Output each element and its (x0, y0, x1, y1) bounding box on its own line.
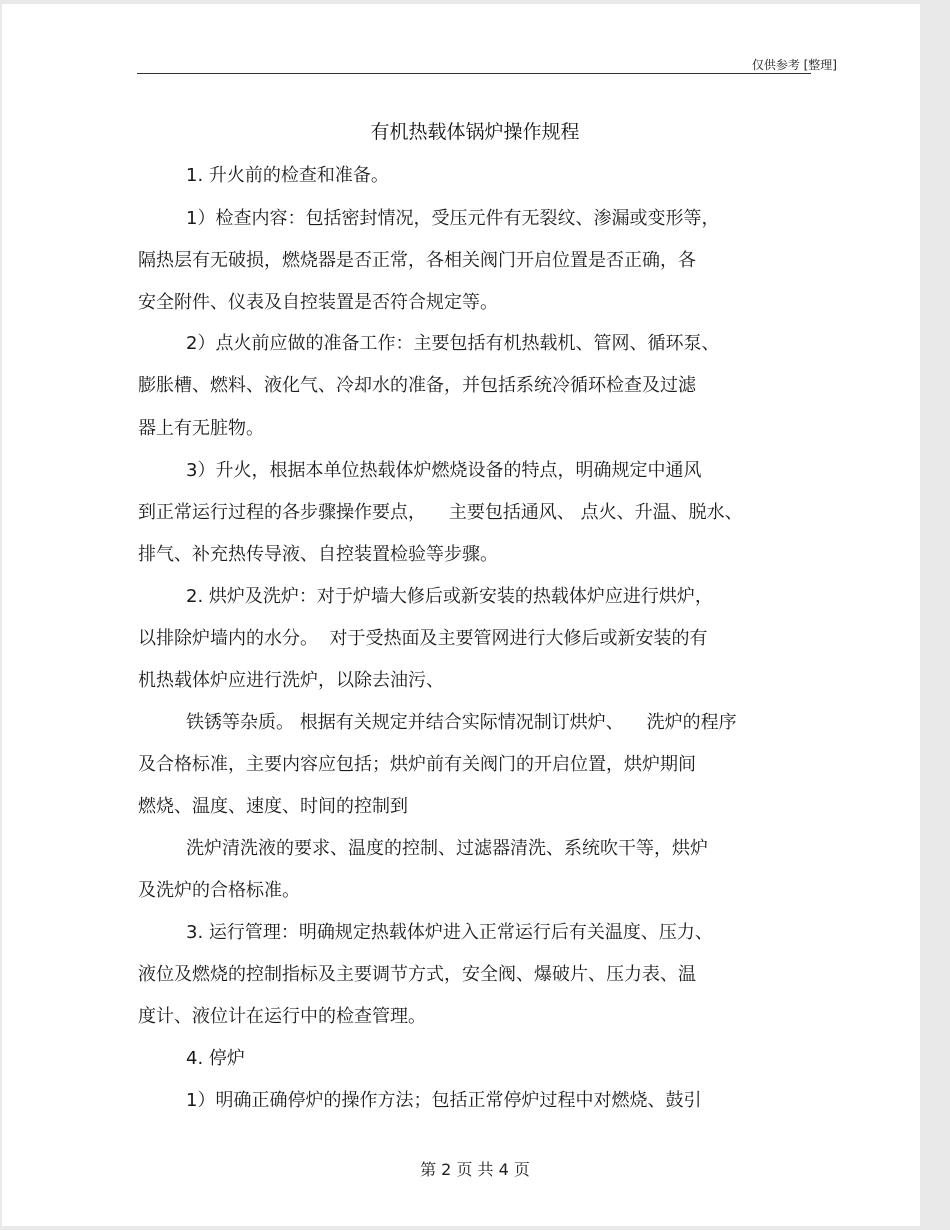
body-line: 1）明确正确停炉的操作方法；包括正常停炉过程中对燃烧、鼓引 (186, 1090, 702, 1111)
header-divider (137, 73, 811, 74)
header-label: 仅供参考 [整理] (751, 58, 837, 72)
body-line: 洗炉清洗液的要求、温度的控制、过滤器清洗、系统吹干等，烘炉 (186, 838, 708, 859)
body-line: 排气、补充热传导液、自控装置检验等步骤。 (138, 544, 498, 565)
body-line: 4. 停炉 (186, 1048, 245, 1069)
body-line: 2. 烘炉及洗炉：对于炉墙大修后或新安装的热载体炉应进行烘炉， (186, 586, 713, 607)
page-title: 有机热载体锅炉操作规程 (370, 121, 580, 143)
body-line: 及洗炉的合格标准。 (138, 880, 300, 901)
body-line: 膨胀槽、燃料、液化气、冷却水的准备，并包括系统冷循环检查及过滤 (138, 375, 696, 396)
document-page (2, 4, 920, 1226)
body-line: 度计、液位计在运行中的检查管理。 (138, 1006, 426, 1027)
body-line: 安全附件、仪表及自控装置是否符合规定等。 (138, 292, 498, 313)
body-line: 液位及燃烧的控制指标及主要调节方式，安全阀、爆破片、压力表、温 (138, 964, 696, 985)
body-line: 1. 升火前的检查和准备。 (186, 165, 389, 186)
body-line: 以排除炉墙内的水分。 对于受热面及主要管网进行大修后或新安装的有 (138, 628, 708, 649)
body-line: 隔热层有无破损，燃烧器是否正常，各相关阀门开启位置是否正确，各 (138, 250, 696, 271)
page-number-footer: 第 2 页 共 4 页 (420, 1160, 530, 1179)
body-line: 燃烧、温度、速度、时间的控制到 (138, 796, 408, 817)
body-line: 3）升火，根据本单位热载体炉燃烧设备的特点，明确规定中通风 (186, 460, 702, 481)
body-line: 到正常运行过程的各步骤操作要点， 主要包括通风、 点火、升温、脱水、 (138, 502, 743, 523)
body-line: 器上有无脏物。 (138, 418, 264, 439)
body-line: 及合格标准，主要内容应包括；烘炉前有关阀门的开启位置，烘炉期间 (138, 754, 696, 775)
body-line: 2）点火前应做的准备工作：主要包括有机热载机、管网、循环泵、 (186, 333, 720, 354)
body-line: 3. 运行管理：明确规定热载体炉进入正常运行后有关温度、压力、 (186, 922, 713, 943)
body-line: 1）检查内容：包括密封情况，受压元件有无裂纹、渗漏或变形等， (186, 208, 720, 229)
body-line: 铁锈等杂质。 根据有关规定并结合实际情况制订烘炉、 洗炉的程序 (186, 712, 737, 733)
body-line: 机热载体炉应进行洗炉，以除去油污、 (138, 670, 444, 691)
